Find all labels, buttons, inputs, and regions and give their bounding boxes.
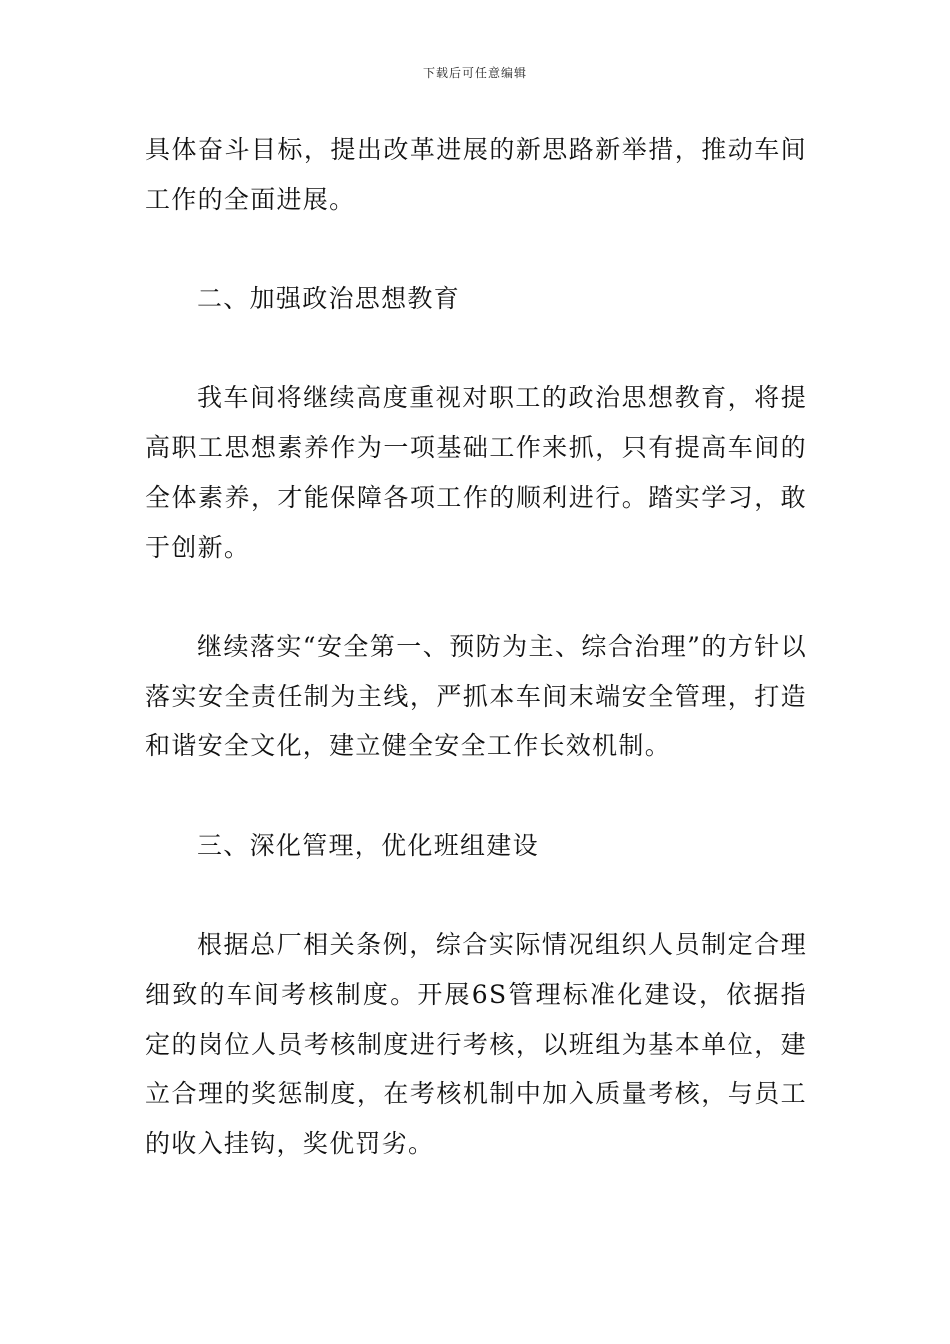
paragraph-political-education: 我车间将继续高度重视对职工的政治思想教育，将提高职工思想素养作为一项基础工作来抓，只有提高车间的全体素养，才能保障各项工作的顺利进行。踏实学习，敢于创新。 xyxy=(145,383,807,562)
paragraph-gap xyxy=(145,870,807,920)
paragraph-gap xyxy=(145,572,807,622)
section-heading-3: 三、深化管理，优化班组建设 xyxy=(197,830,539,860)
paragraph-gap xyxy=(145,324,807,374)
paragraph-continuation: 具体奋斗目标，提出改革进展的新思路新举措，推动车间工作的全面进展。 xyxy=(145,135,807,214)
page-header-note: 下载后可任意编辑 xyxy=(422,66,527,80)
section-heading-2: 二、加强政治思想教育 xyxy=(197,284,461,314)
document-body xyxy=(145,125,807,1169)
paragraph-gap xyxy=(145,224,807,274)
paragraph-safety-policy: 继续落实“安全第一、预防为主、综合治理”的方针以落实安全责任制为主线，严抓本车间末端安全管理，打造和谐安全文化，建立健全安全工作长效机制。 xyxy=(145,631,807,761)
paragraph-assessment-system: 根据总厂相关条例，综合实际情况组织人员制定合理细致的车间考核制度。开展6S管理标准化建设，依据指定的岗位人员考核制度进行考核，以班组为基本单位，建立合理的奖惩制度，在考核机制中加入质量考核，与员工的收入挂钩，奖优罚劣。 xyxy=(145,930,807,1158)
paragraph-gap xyxy=(145,771,807,821)
